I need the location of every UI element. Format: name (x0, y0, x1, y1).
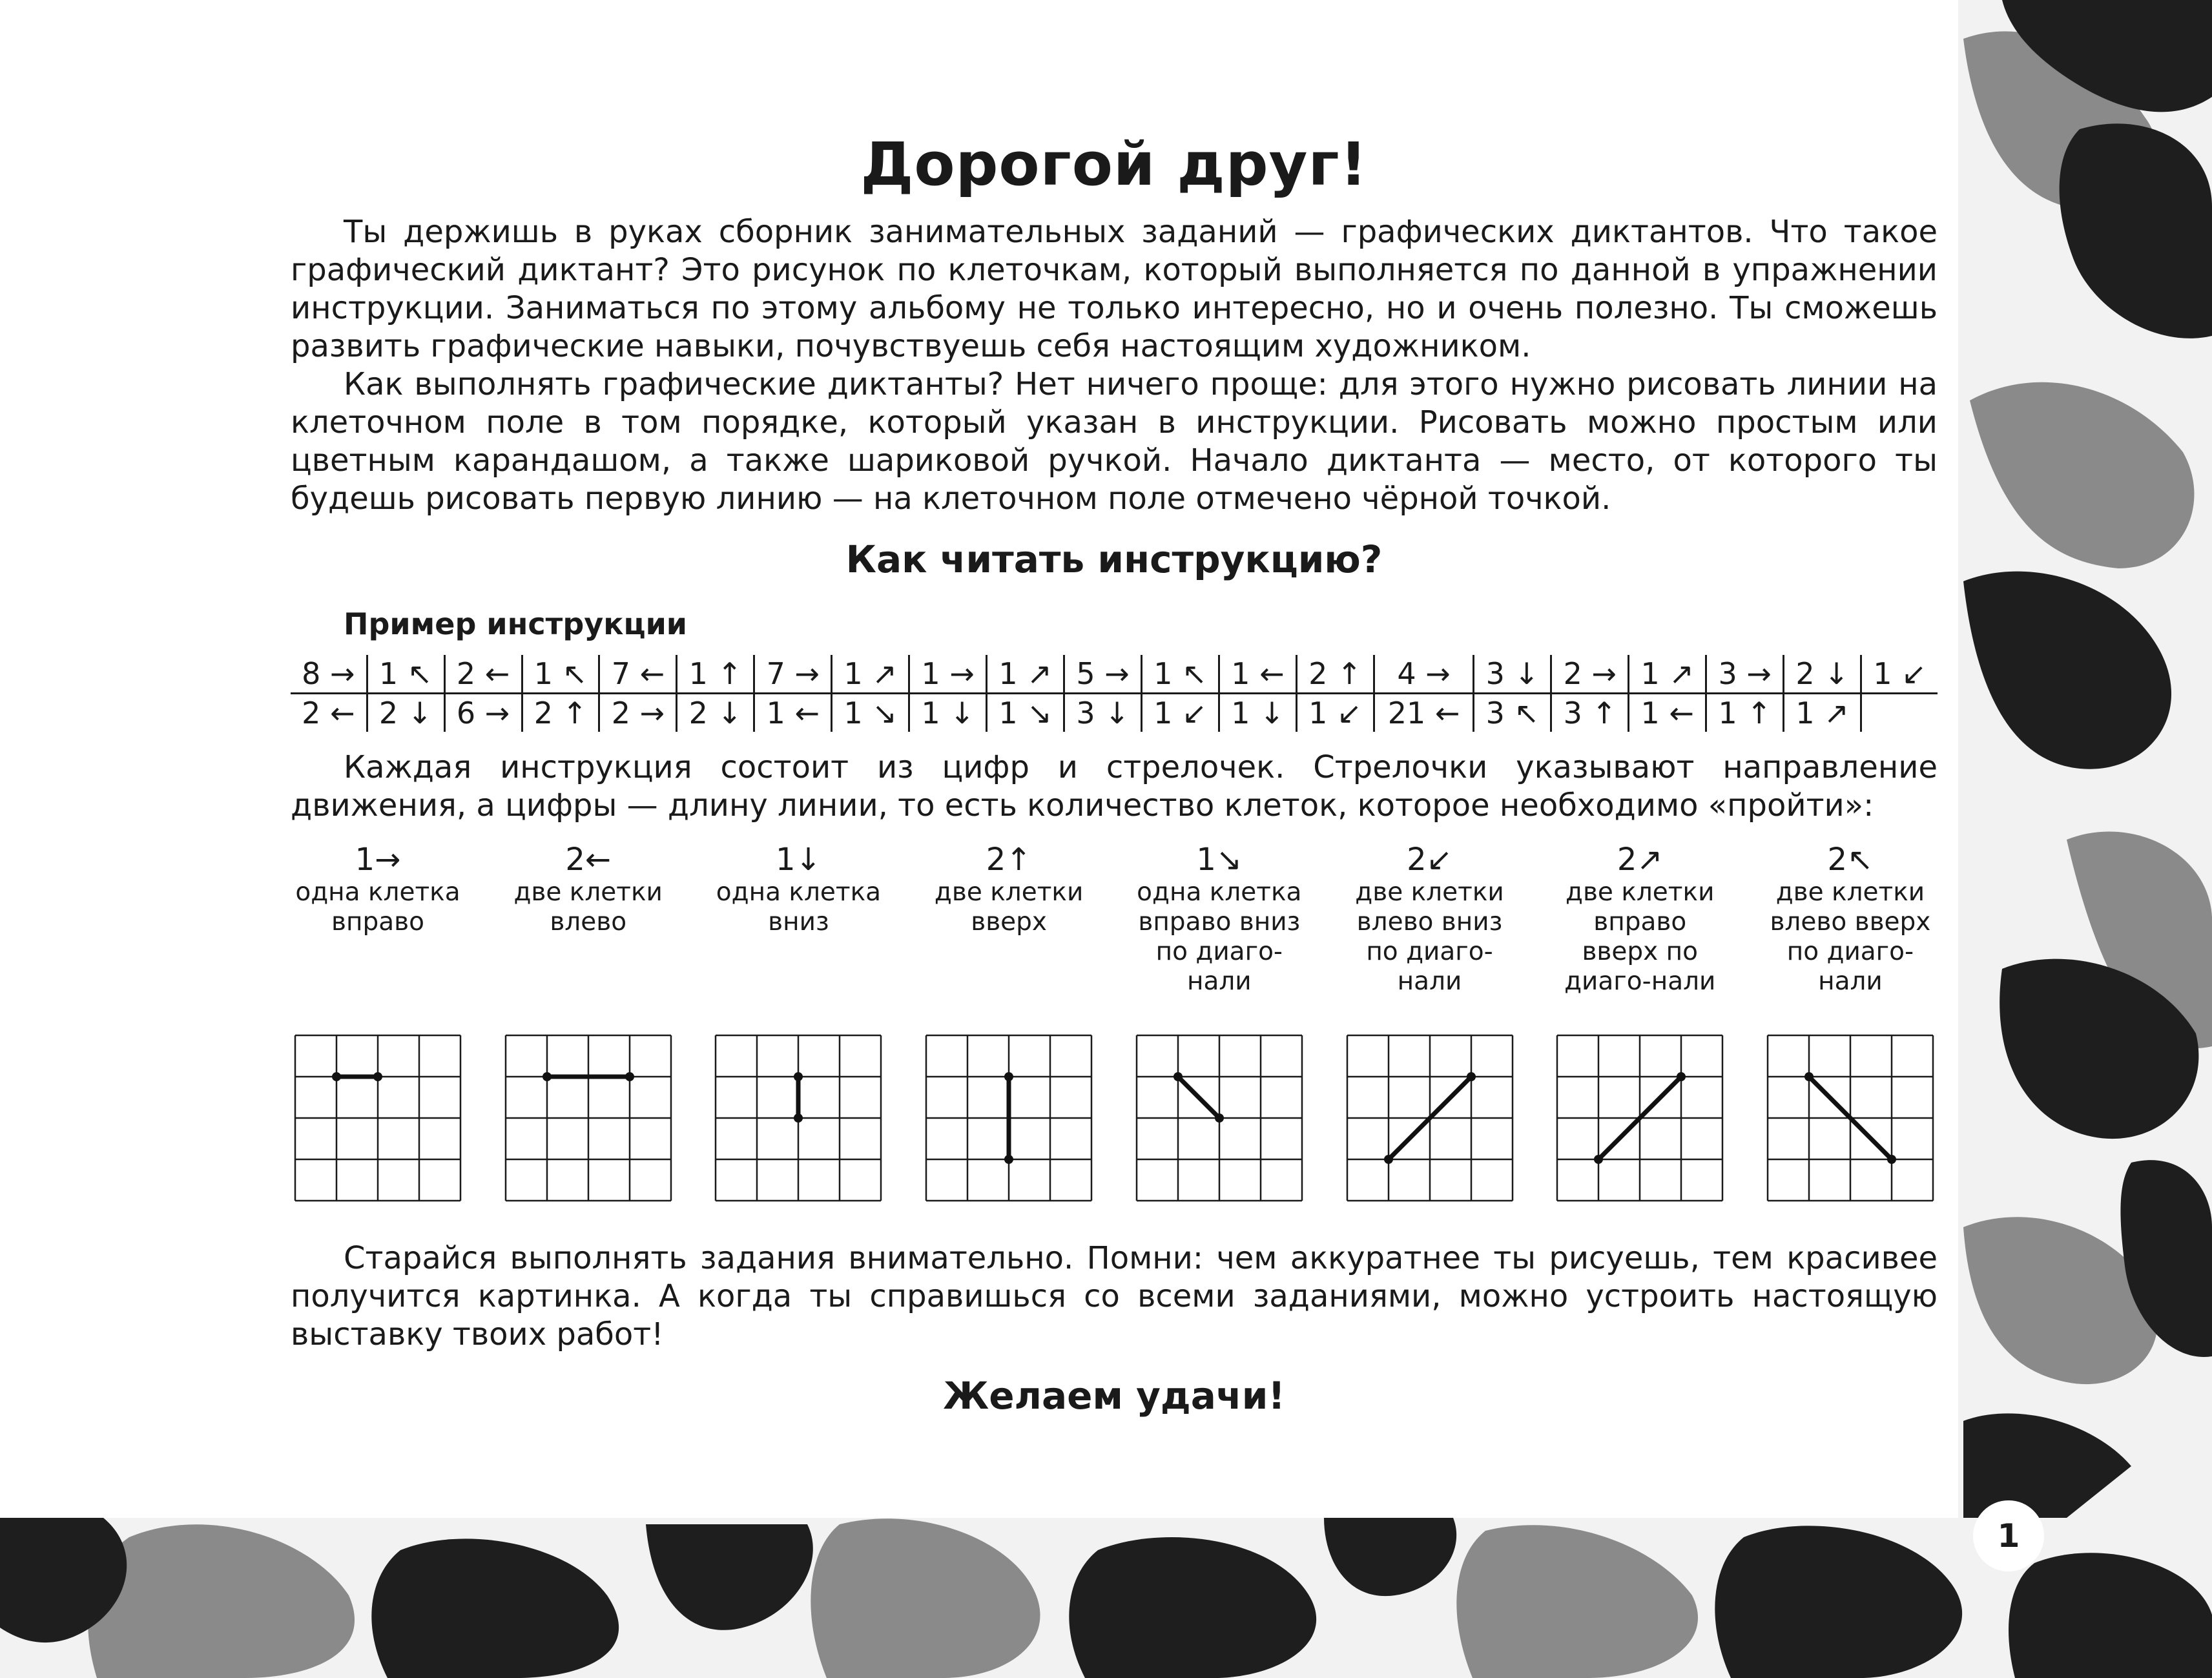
instruction-cell: 1 ← (754, 694, 832, 732)
example-code: 2↖ (1827, 842, 1874, 878)
instruction-cell: 1 ← (1629, 694, 1706, 732)
instruction-cell: 5 → (1064, 655, 1142, 694)
segment-endpoint (1677, 1072, 1686, 1081)
instruction-cell: 1 ← (1219, 655, 1296, 694)
instruction-cell: 6 → (444, 694, 522, 732)
example-description: одна клетка вниз (716, 878, 882, 937)
example-description: две клетки вправо вверх по диаго-нали (1564, 878, 1716, 996)
example-item (1553, 842, 1727, 1203)
example-item (501, 842, 676, 1203)
segment-endpoint (373, 1072, 382, 1081)
example-grid (713, 1033, 884, 1203)
closing-paragraph: Старайся выполнять задания внимательно. Помни: чем аккуратнее ты рисуешь, тем красивее получится картинка. А когда ты справишься со всеми заданиями, можно устроить настоящую выставку твоих работ! (291, 1240, 1938, 1352)
example-grid (293, 1033, 463, 1203)
example-item (711, 842, 885, 1203)
example-code: 2← (565, 842, 612, 878)
instruction-cell: 7 ← (599, 655, 677, 694)
instruction-cell: 7 → (754, 655, 832, 694)
example-description: одна клетка вправо (295, 878, 460, 937)
instruction-cell (1861, 694, 1938, 732)
example-description: две клетки влево вверх по диаго-нали (1770, 878, 1931, 996)
example-code: 2↗ (1617, 842, 1663, 878)
instruction-cell: 3 ↓ (1474, 655, 1551, 694)
segment-endpoint (794, 1113, 803, 1123)
instruction-cell: 3 ↖ (1474, 694, 1551, 732)
explanation-paragraph: Каждая инструкция состоит из цифр и стрелочек. Стрелочки указывают направление движения, а цифры — длину линии, то есть количество клеток, которое необходимо «пройти»: (291, 749, 1938, 823)
segment-endpoint (543, 1072, 552, 1081)
example-code: 2↑ (986, 842, 1032, 878)
instruction-cell: 1 ↘ (832, 694, 909, 732)
instruction-cell: 1 ↑ (1706, 694, 1784, 732)
instruction-cell: 1 ↖ (367, 655, 444, 694)
instruction-cell: 1 → (909, 655, 987, 694)
segment-endpoint (625, 1072, 634, 1081)
instruction-cell: 1 ↖ (522, 655, 599, 694)
instruction-table (291, 655, 1938, 732)
instruction-cell: 1 ↑ (677, 655, 754, 694)
intro-paragraph-1: Ты держишь в руках сборник занимательных заданий — графических диктантов. Что такое графический диктант? Это рисунок по клеточкам, который выполняется по данной в упражнении инструкции. Заниматься по этому альбому не только интересно, но и очень полезно. Ты сможешь развить графические навыки, почувствуешь себя настоящим художником. (291, 214, 1938, 364)
example-description: две клетки вверх (934, 878, 1084, 937)
instruction-cell: 2 ↑ (1296, 655, 1374, 694)
example-code: 1↓ (776, 842, 822, 878)
instruction-cell: 2 ↓ (367, 694, 444, 732)
instruction-cell: 3 ↑ (1551, 694, 1629, 732)
instruction-cell: 2 ↓ (1784, 655, 1861, 694)
instruction-cell: 1 ↗ (1629, 655, 1706, 694)
instruction-cell: 2 ← (302, 696, 355, 730)
segment-endpoint (1004, 1155, 1013, 1164)
instruction-cell: 1 ↓ (1219, 694, 1296, 732)
page-content (291, 116, 1938, 1425)
intro-paragraph-2: Как выполнять графические диктанты? Нет ничего проще: для этого нужно рисовать линии на клеточном поле в том порядке, который указан в инструкции. Рисовать можно простым или цветным карандашом, а также шариковой ручкой. Начало диктанта — место, от которого ты будешь рисовать первую линию — на клеточном поле отмечено чёрной точкой. (291, 366, 1938, 517)
example-grid (924, 1033, 1094, 1203)
example-description: две клетки влево вниз по диаго-нали (1355, 878, 1504, 996)
instruction-cell: 1 ↗ (1784, 694, 1861, 732)
segment-endpoint (1887, 1155, 1896, 1164)
example-grid (1134, 1033, 1305, 1203)
instruction-cell: 2 → (599, 694, 677, 732)
instruction-cell: 1 ↗ (987, 655, 1064, 694)
example-grid (1345, 1033, 1515, 1203)
example-item (291, 842, 465, 1203)
example-item (1132, 842, 1307, 1203)
instruction-cell: 1 ↘ (987, 694, 1064, 732)
example-grid (503, 1033, 674, 1203)
example-code: 2↙ (1407, 842, 1452, 878)
instruction-cell: 8 → (291, 655, 367, 694)
segment-endpoint (332, 1072, 341, 1081)
segment-endpoint (1804, 1072, 1814, 1081)
instruction-cell: 2 → (1551, 655, 1629, 694)
instruction-cell: 4 → (1374, 655, 1474, 694)
segment-endpoint (1004, 1072, 1013, 1081)
segment-endpoint (1384, 1155, 1393, 1164)
instruction-cell: 1 ↙ (1296, 694, 1374, 732)
instruction-cell: 2 ↓ (677, 694, 754, 732)
example-item (1343, 842, 1517, 1203)
instruction-cell: 1 ↗ (832, 655, 909, 694)
instruction-cell: 21 ← (1374, 694, 1474, 732)
segment-endpoint (1215, 1113, 1224, 1123)
dictation-segment (1178, 1077, 1219, 1118)
segment-endpoint (1467, 1072, 1476, 1081)
examples-row (291, 842, 1938, 1203)
instruction-cell: 2 ← (444, 655, 522, 694)
segment-endpoint (1594, 1155, 1603, 1164)
instruction-cell: 1 ↖ (1142, 655, 1219, 694)
instruction-row-1 (291, 655, 1938, 694)
wish-text: Желаем удачи! (943, 1374, 1285, 1418)
instruction-row-2 (291, 694, 1938, 732)
instruction-cell: 2 ↑ (522, 694, 599, 732)
example-item (1763, 842, 1938, 1203)
example-label: Пример инструкции (344, 606, 688, 641)
instruction-cell: 1 ↓ (909, 694, 987, 732)
example-code: 1↘ (1196, 842, 1243, 878)
instruction-cell: 3 ↓ (1064, 694, 1142, 732)
segment-endpoint (794, 1072, 803, 1081)
instruction-cell: 1 ↙ (1861, 655, 1938, 694)
instruction-cell: 1 ↙ (1142, 694, 1219, 732)
example-grid (1555, 1033, 1725, 1203)
example-code: 1→ (355, 842, 401, 878)
instruction-cell: 3 → (1706, 655, 1784, 694)
example-description: одна клетка вправо вниз по диаго-нали (1137, 878, 1302, 996)
page-title: Дорогой друг! (860, 130, 1368, 199)
example-item (922, 842, 1096, 1203)
segment-endpoint (1173, 1072, 1183, 1081)
section-title: Как читать инструкцию? (845, 537, 1383, 581)
example-grid (1765, 1033, 1936, 1203)
page-number: 1 (1973, 1500, 2044, 1571)
example-description: две клетки влево (513, 878, 663, 937)
